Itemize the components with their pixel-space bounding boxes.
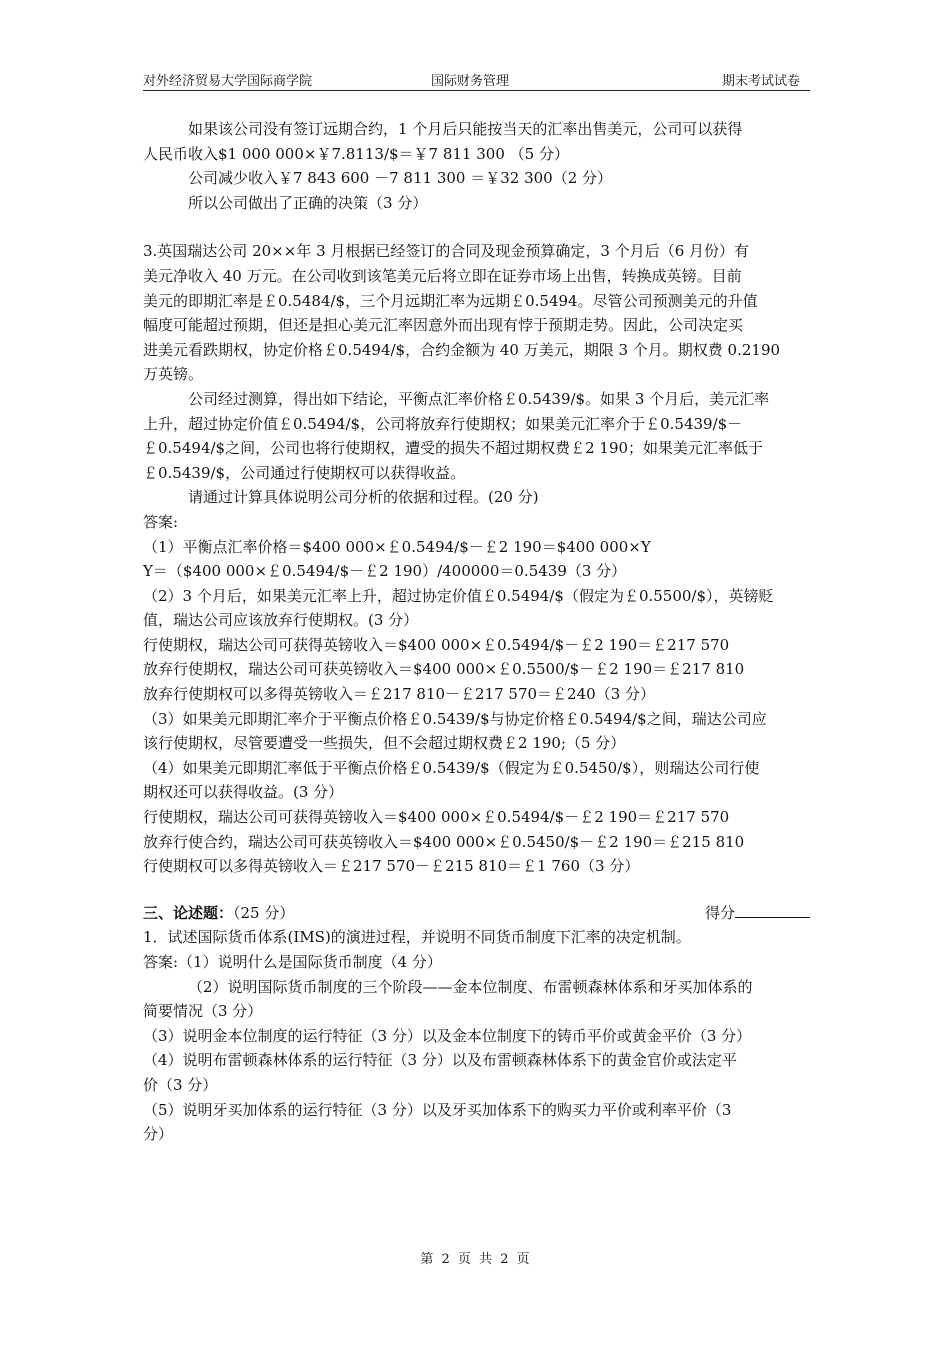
question-3-prompt: 请通过计算具体说明公司分析的依据和过程。(20 分) xyxy=(188,488,539,507)
text-line: 人民币收入$1 000 000×￥7.8113/$＝￥7 811 300 （5 分） xyxy=(143,144,569,163)
essay-answer-line: 分） xyxy=(143,1125,174,1144)
answer-line: 放弃行使合约，瑞达公司可获英镑收入＝$400 000×￡0.5450/$－￡2 190＝￡215 810 xyxy=(143,832,745,851)
section-3-title: 三、论述题： xyxy=(143,903,234,922)
text-line: 如果该公司没有签订远期合约，1 个月后只能按当天的汇率出售美元，公司可以获得 xyxy=(188,120,743,138)
essay-answer-line: （5）说明牙买加体系的运行特征（3 分）以及牙买加体系下的购买力平价或利率平价（3 xyxy=(143,1100,732,1119)
header-school: 对外经济贸易大学国际商学院 xyxy=(143,74,313,89)
page-header xyxy=(143,68,810,91)
essay-answer-line: 价（3 分） xyxy=(143,1075,218,1094)
essay-answer-line: 简要情况（3 分） xyxy=(143,1002,263,1021)
question-3-line: 美元净收入 40 万元。在公司收到该笔美元后将立即在证券市场上出售，转换成英镑。目前 xyxy=(143,266,742,285)
section-3-heading xyxy=(143,901,810,926)
header-course: 国际财务管理 xyxy=(431,74,510,89)
score-blank[interactable] xyxy=(735,901,810,918)
spacer xyxy=(143,215,810,239)
page-footer: 第 2 页 共 2 页 xyxy=(420,1252,532,1267)
answer-line: （4）如果美元即期汇率低于平衡点价格￡0.5439/$（假定为￡0.5450/$），则瑞达公司行使 xyxy=(143,758,760,777)
answer-line: 期权还可以获得收益。(3 分） xyxy=(143,783,344,802)
score-label: 得分 xyxy=(704,903,735,922)
header-exam-type: 期末考试试卷 xyxy=(721,74,800,89)
answer-line: 行使期权可以多得英镑收入＝￡217 570－￡215 810＝￡1 760（3 分） xyxy=(143,857,640,876)
spacer xyxy=(143,879,810,901)
question-3-line: ￡0.5494/$之间，公司也将行使期权，遭受的损失不超过期权费￡2 190；如果美元汇率低于 xyxy=(143,439,764,458)
essay-answer-line: （4）说明布雷顿森林体系的运行特征（3 分）以及布雷顿森林体系下的黄金官价或法定平 xyxy=(143,1051,737,1070)
answer-line: 该行使期权，尽管要遭受一些损失，但不会超过期权费￡2 190;（5 分） xyxy=(143,734,626,753)
answer-line: 行使期权，瑞达公司可获得英镑收入＝$400 000×￡0.5494/$－￡2 190＝￡217 570 xyxy=(143,808,730,827)
question-3-line: 美元的即期汇率是￡0.5484/$，三个月远期汇率为远期￡0.5494。尽管公司预测美元的升值 xyxy=(143,291,758,310)
question-3-line: 进美元看跌期权，协定价格￡0.5494/$，合约金额为 40 万美元，期限 3 个月。期权费 0.2190 xyxy=(143,340,781,359)
answer-line: 行使期权，瑞达公司可获得英镑收入＝$400 000×￡0.5494/$－￡2 190＝￡217 570 xyxy=(143,635,730,654)
answer-line: 放弃行使期权可以多得英镑收入＝￡217 810－￡217 570＝￡240（3 分） xyxy=(143,685,656,704)
essay-question: 1．试述国际货币体系(IMS)的演进过程，并说明不同货币制度下汇率的决定机制。 xyxy=(143,928,691,947)
page-body xyxy=(143,117,810,1147)
section-3-points: （25 分） xyxy=(233,903,295,922)
essay-answer-line: （2）说明国际货币制度的三个阶段——金本位制度、布雷顿森林体系和牙买加体系的 xyxy=(188,977,753,996)
section-3-title-group xyxy=(143,901,294,926)
answer-line: Y＝（$400 000×￡0.5494/$－￡2 190）/400000＝0.5439（3 分） xyxy=(143,562,627,581)
text-line: 所以公司做出了正确的决策（3 分） xyxy=(188,193,428,212)
essay-answer-line: 答案:（1）说明什么是国际货币制度（4 分） xyxy=(143,953,442,971)
answer-line: 放弃行使期权，瑞达公司可获英镑收入＝$400 000×￡0.5500/$－￡2 190＝￡217 810 xyxy=(143,660,745,679)
text-line: 公司减少收入￥7 843 600 －7 811 300 ＝￥32 300（2 分） xyxy=(188,169,613,188)
essay-answer-line: （3）说明金本位制度的运行特征（3 分）以及金本位制度下的铸币平价或黄金平价（3 分） xyxy=(143,1026,752,1045)
answer-line: （1）平衡点汇率价格＝$400 000×￡0.5494/$－￡2 190＝$400 000×Y xyxy=(143,537,651,556)
answer-line: （3）如果美元即期汇率介于平衡点价格￡0.5439/$与协定价格￡0.5494/$之间，瑞达公司应 xyxy=(143,709,767,728)
score-field xyxy=(705,901,810,926)
question-3-line: 幅度可能超过预期，但还是担心美元汇率因意外而出现有悖于预期走势。因此，公司决定买 xyxy=(143,316,744,335)
question-3-line: 上升，超过协定价值￡0.5494/$，公司将放弃行使期权；如果美元汇率介于￡0.5439/$－ xyxy=(143,414,743,433)
question-3-line: 公司经过测算，得出如下结论，平衡点汇率价格￡0.5439/$。如果 3 个月后，美元汇率 xyxy=(188,389,770,408)
question-3-line: 万英镑。 xyxy=(143,365,204,384)
answer-line: 值，瑞达公司应该放弃行使期权。(3 分） xyxy=(143,611,419,630)
question-3-line: 3.英国瑞达公司 20××年 3 月根据已经签订的合同及现金预算确定，3 个月后（6 月份）有 xyxy=(143,242,750,261)
answer-line: （2）3 个月后，如果美元汇率上升，超过协定价值￡0.5494/$（假定为￡0.5500/$），英镑贬 xyxy=(143,586,774,605)
question-3-line: ￡0.5439/$，公司通过行使期权可以获得收益。 xyxy=(143,463,466,482)
answer-label: 答案: xyxy=(143,512,179,531)
